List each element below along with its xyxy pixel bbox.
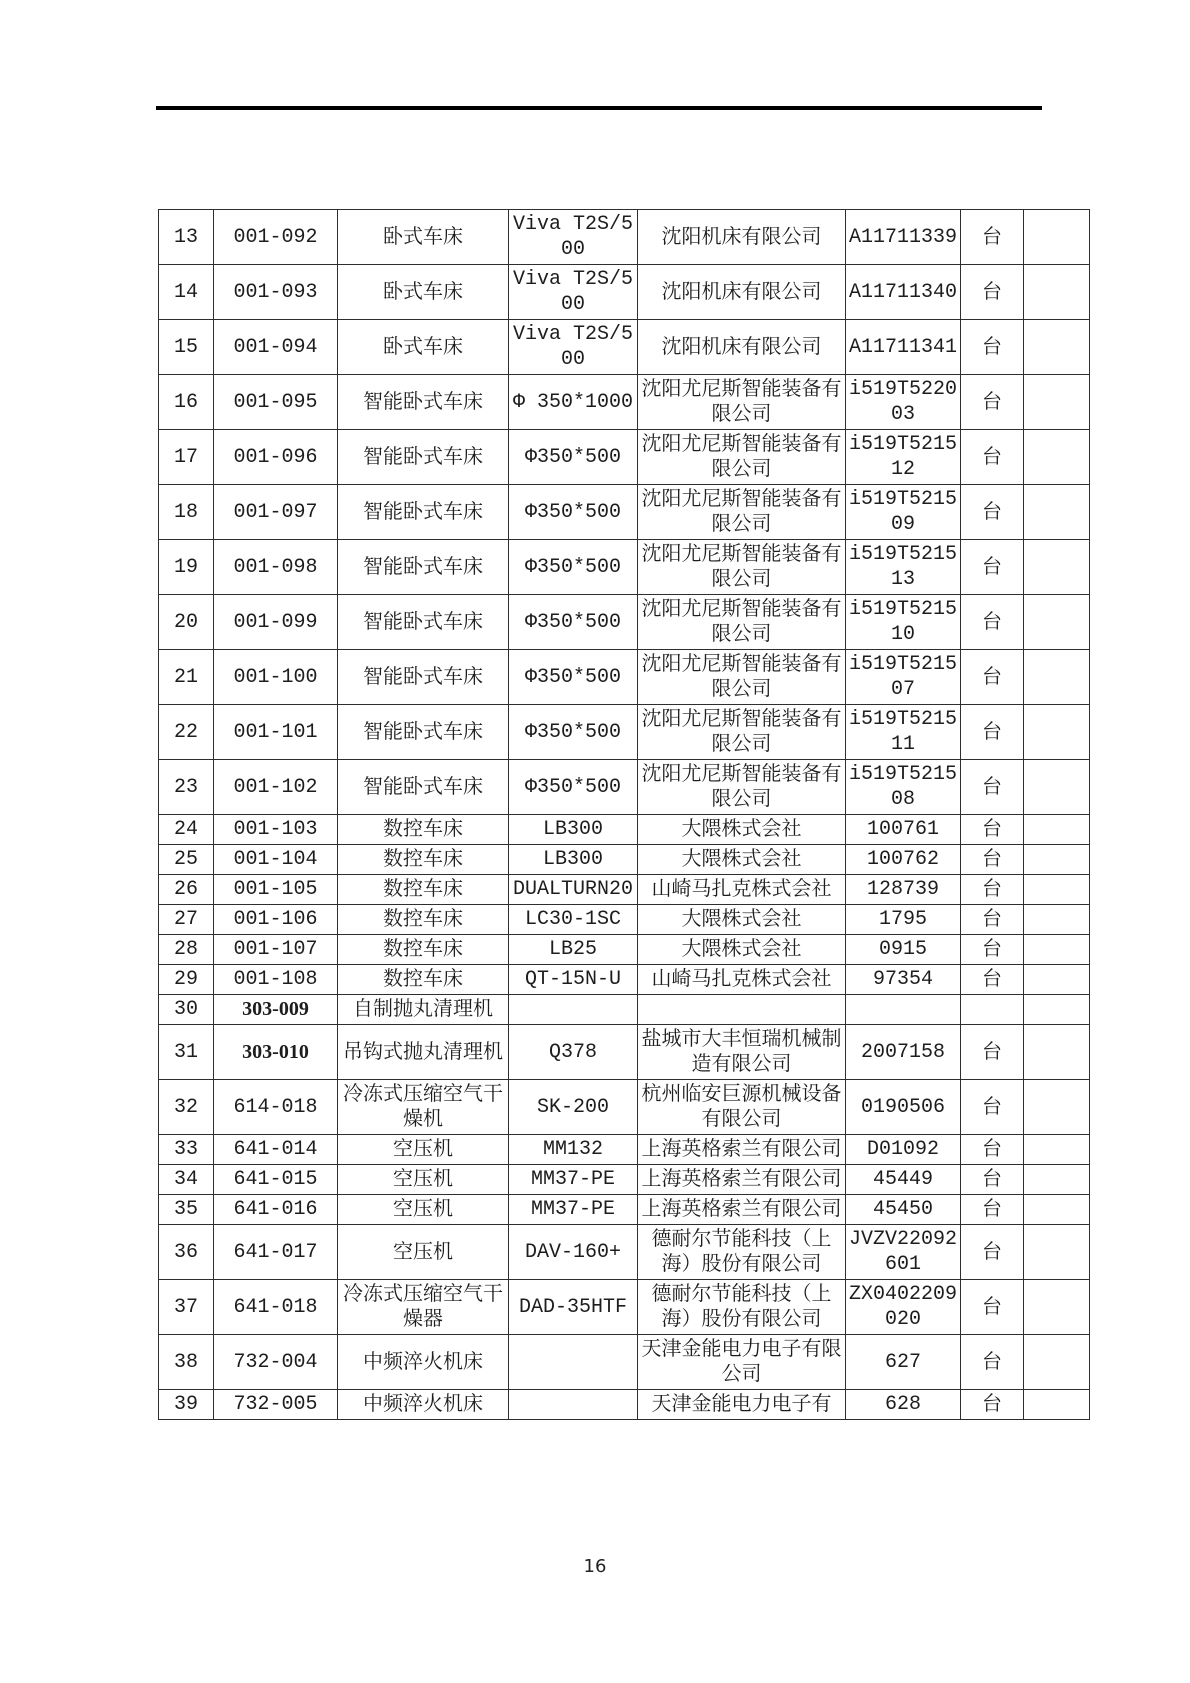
cell-remark: [1024, 705, 1090, 760]
cell-unit: 台: [961, 375, 1024, 430]
cell-remark: [1024, 1025, 1090, 1080]
cell-model: MM132: [509, 1135, 638, 1165]
cell-seq: 23: [159, 760, 214, 815]
page-number: 16: [583, 1556, 607, 1577]
cell-manufacturer: 大隈株式会社: [638, 905, 846, 935]
cell-serial: 45449: [846, 1165, 961, 1195]
cell-remark: [1024, 965, 1090, 995]
cell-seq: 35: [159, 1195, 214, 1225]
cell-unit: 台: [961, 210, 1024, 265]
table-row: [159, 1135, 1090, 1165]
table-row: [159, 320, 1090, 375]
table-row: [159, 1225, 1090, 1280]
cell-name: 冷冻式压缩空气干燥器: [338, 1280, 509, 1335]
cell-unit: [961, 995, 1024, 1025]
cell-code: 001-100: [214, 650, 338, 705]
cell-remark: [1024, 935, 1090, 965]
table-row: [159, 1280, 1090, 1335]
cell-name: 吊钩式抛丸清理机: [338, 1025, 509, 1080]
cell-seq: 36: [159, 1225, 214, 1280]
cell-serial: ZX0402209020: [846, 1280, 961, 1335]
cell-seq: 18: [159, 485, 214, 540]
cell-serial: i519T521509: [846, 485, 961, 540]
table-row: [159, 705, 1090, 760]
cell-manufacturer: 德耐尔节能科技（上海）股份有限公司: [638, 1280, 846, 1335]
cell-unit: 台: [961, 595, 1024, 650]
cell-model: LB300: [509, 815, 638, 845]
cell-seq: 13: [159, 210, 214, 265]
cell-serial: 0915: [846, 935, 961, 965]
cell-seq: 27: [159, 905, 214, 935]
table-row: [159, 265, 1090, 320]
cell-name: 智能卧式车床: [338, 430, 509, 485]
cell-name: 中频淬火机床: [338, 1390, 509, 1420]
cell-seq: 30: [159, 995, 214, 1025]
cell-remark: [1024, 1195, 1090, 1225]
cell-manufacturer: 天津金能电力电子有限公司: [638, 1335, 846, 1390]
table-row: [159, 965, 1090, 995]
cell-name: 智能卧式车床: [338, 485, 509, 540]
cell-serial: D01092: [846, 1135, 961, 1165]
cell-serial: A11711341: [846, 320, 961, 375]
cell-remark: [1024, 845, 1090, 875]
cell-manufacturer: 沈阳机床有限公司: [638, 210, 846, 265]
table-row: [159, 485, 1090, 540]
cell-seq: 39: [159, 1390, 214, 1420]
cell-manufacturer: 杭州临安巨源机械设备有限公司: [638, 1080, 846, 1135]
table-row: [159, 1195, 1090, 1225]
table-row: [159, 995, 1090, 1025]
cell-seq: 29: [159, 965, 214, 995]
cell-manufacturer: 大隈株式会社: [638, 845, 846, 875]
cell-model: Φ350*500: [509, 760, 638, 815]
cell-manufacturer: 德耐尔节能科技（上海）股份有限公司: [638, 1225, 846, 1280]
table-row: [159, 1025, 1090, 1080]
cell-unit: 台: [961, 485, 1024, 540]
cell-unit: 台: [961, 1080, 1024, 1135]
cell-code: 732-004: [214, 1335, 338, 1390]
cell-serial: 2007158: [846, 1025, 961, 1080]
cell-name: 中频淬火机床: [338, 1335, 509, 1390]
cell-unit: 台: [961, 320, 1024, 375]
cell-serial: 100762: [846, 845, 961, 875]
cell-seq: 14: [159, 265, 214, 320]
cell-name: 数控车床: [338, 965, 509, 995]
cell-unit: 台: [961, 760, 1024, 815]
cell-code: 303-010: [214, 1025, 338, 1080]
cell-model: Φ350*500: [509, 650, 638, 705]
cell-code: 001-103: [214, 815, 338, 845]
cell-code: 001-102: [214, 760, 338, 815]
table-row: [159, 1165, 1090, 1195]
cell-unit: 台: [961, 1135, 1024, 1165]
cell-remark: [1024, 760, 1090, 815]
equipment-table-body: [159, 210, 1090, 1420]
cell-seq: 37: [159, 1280, 214, 1335]
cell-name: 智能卧式车床: [338, 650, 509, 705]
cell-remark: [1024, 540, 1090, 595]
cell-name: 数控车床: [338, 845, 509, 875]
cell-remark: [1024, 875, 1090, 905]
cell-unit: 台: [961, 1390, 1024, 1420]
cell-name: 智能卧式车床: [338, 375, 509, 430]
table-row: [159, 760, 1090, 815]
cell-model: Viva T2S/500: [509, 320, 638, 375]
cell-manufacturer: 沈阳尤尼斯智能装备有限公司: [638, 705, 846, 760]
equipment-table: [158, 209, 1090, 1420]
cell-serial: 45450: [846, 1195, 961, 1225]
cell-code: 001-094: [214, 320, 338, 375]
cell-serial: i519T521508: [846, 760, 961, 815]
cell-seq: 17: [159, 430, 214, 485]
cell-serial: i519T521513: [846, 540, 961, 595]
cell-seq: 15: [159, 320, 214, 375]
cell-unit: 台: [961, 650, 1024, 705]
cell-serial: i519T521510: [846, 595, 961, 650]
cell-remark: [1024, 1165, 1090, 1195]
cell-model: [509, 1390, 638, 1420]
cell-model: Φ 350*1000: [509, 375, 638, 430]
cell-manufacturer: 沈阳尤尼斯智能装备有限公司: [638, 375, 846, 430]
cell-unit: 台: [961, 705, 1024, 760]
cell-serial: 0190506: [846, 1080, 961, 1135]
table-row: [159, 1390, 1090, 1420]
cell-remark: [1024, 905, 1090, 935]
cell-remark: [1024, 430, 1090, 485]
cell-model: LC30-1SC: [509, 905, 638, 935]
cell-seq: 32: [159, 1080, 214, 1135]
cell-seq: 21: [159, 650, 214, 705]
cell-seq: 16: [159, 375, 214, 430]
cell-name: 数控车床: [338, 905, 509, 935]
cell-remark: [1024, 1280, 1090, 1335]
cell-seq: 25: [159, 845, 214, 875]
cell-manufacturer: 大隈株式会社: [638, 815, 846, 845]
cell-code: 001-104: [214, 845, 338, 875]
table-row: [159, 595, 1090, 650]
cell-remark: [1024, 1335, 1090, 1390]
cell-manufacturer: 沈阳尤尼斯智能装备有限公司: [638, 760, 846, 815]
table-row: [159, 905, 1090, 935]
table-row: [159, 875, 1090, 905]
cell-code: 001-108: [214, 965, 338, 995]
cell-code: 303-009: [214, 995, 338, 1025]
cell-serial: 128739: [846, 875, 961, 905]
cell-model: [509, 1335, 638, 1390]
cell-seq: 24: [159, 815, 214, 845]
cell-remark: [1024, 1135, 1090, 1165]
table-row: [159, 650, 1090, 705]
cell-remark: [1024, 1080, 1090, 1135]
cell-model: LB25: [509, 935, 638, 965]
cell-model: SK-200: [509, 1080, 638, 1135]
cell-code: 001-096: [214, 430, 338, 485]
cell-code: 641-016: [214, 1195, 338, 1225]
cell-serial: i519T521512: [846, 430, 961, 485]
cell-unit: 台: [961, 845, 1024, 875]
cell-manufacturer: 沈阳尤尼斯智能装备有限公司: [638, 540, 846, 595]
cell-code: 001-107: [214, 935, 338, 965]
cell-name: 自制抛丸清理机: [338, 995, 509, 1025]
cell-code: 001-095: [214, 375, 338, 430]
cell-manufacturer: 沈阳机床有限公司: [638, 265, 846, 320]
cell-seq: 22: [159, 705, 214, 760]
cell-seq: 19: [159, 540, 214, 595]
cell-manufacturer: 大隈株式会社: [638, 935, 846, 965]
cell-manufacturer: 上海英格索兰有限公司: [638, 1165, 846, 1195]
cell-manufacturer: 上海英格索兰有限公司: [638, 1135, 846, 1165]
cell-unit: 台: [961, 1025, 1024, 1080]
table-row: [159, 1335, 1090, 1390]
cell-name: 卧式车床: [338, 320, 509, 375]
table-row: [159, 375, 1090, 430]
cell-seq: 38: [159, 1335, 214, 1390]
cell-unit: 台: [961, 430, 1024, 485]
cell-name: 空压机: [338, 1165, 509, 1195]
cell-code: 001-101: [214, 705, 338, 760]
cell-model: Φ350*500: [509, 430, 638, 485]
cell-model: Viva T2S/500: [509, 210, 638, 265]
cell-name: 冷冻式压缩空气干燥机: [338, 1080, 509, 1135]
cell-unit: 台: [961, 815, 1024, 845]
cell-unit: 台: [961, 935, 1024, 965]
cell-name: 智能卧式车床: [338, 760, 509, 815]
cell-manufacturer: 山崎马扎克株式会社: [638, 875, 846, 905]
cell-code: 614-018: [214, 1080, 338, 1135]
cell-model: MM37-PE: [509, 1165, 638, 1195]
cell-name: 空压机: [338, 1195, 509, 1225]
cell-manufacturer: 沈阳尤尼斯智能装备有限公司: [638, 485, 846, 540]
cell-code: 732-005: [214, 1390, 338, 1420]
cell-serial: [846, 995, 961, 1025]
cell-seq: 33: [159, 1135, 214, 1165]
cell-serial: 1795: [846, 905, 961, 935]
cell-name: 卧式车床: [338, 210, 509, 265]
cell-code: 001-097: [214, 485, 338, 540]
cell-name: 数控车床: [338, 875, 509, 905]
cell-model: DAV-160+: [509, 1225, 638, 1280]
cell-model: Φ350*500: [509, 705, 638, 760]
cell-seq: 26: [159, 875, 214, 905]
cell-remark: [1024, 1225, 1090, 1280]
cell-unit: 台: [961, 1335, 1024, 1390]
cell-unit: 台: [961, 875, 1024, 905]
cell-remark: [1024, 375, 1090, 430]
table-row: [159, 1080, 1090, 1135]
cell-code: 641-014: [214, 1135, 338, 1165]
cell-code: 001-098: [214, 540, 338, 595]
cell-serial: A11711339: [846, 210, 961, 265]
cell-model: Q378: [509, 1025, 638, 1080]
cell-name: 数控车床: [338, 935, 509, 965]
table-row: [159, 430, 1090, 485]
cell-name: 数控车床: [338, 815, 509, 845]
cell-serial: i519T522003: [846, 375, 961, 430]
cell-model: Φ350*500: [509, 595, 638, 650]
cell-manufacturer: 沈阳尤尼斯智能装备有限公司: [638, 430, 846, 485]
cell-model: Φ350*500: [509, 485, 638, 540]
cell-manufacturer: 沈阳尤尼斯智能装备有限公司: [638, 650, 846, 705]
cell-seq: 34: [159, 1165, 214, 1195]
cell-serial: JVZV22092601: [846, 1225, 961, 1280]
cell-model: LB300: [509, 845, 638, 875]
cell-name: 智能卧式车床: [338, 595, 509, 650]
cell-manufacturer: 沈阳尤尼斯智能装备有限公司: [638, 595, 846, 650]
table-row: [159, 935, 1090, 965]
cell-serial: A11711340: [846, 265, 961, 320]
cell-unit: 台: [961, 1280, 1024, 1335]
table-row: [159, 540, 1090, 595]
cell-remark: [1024, 650, 1090, 705]
cell-name: 空压机: [338, 1135, 509, 1165]
cell-serial: 97354: [846, 965, 961, 995]
header-rule: [156, 106, 1042, 110]
cell-name: 智能卧式车床: [338, 705, 509, 760]
cell-remark: [1024, 210, 1090, 265]
cell-seq: 28: [159, 935, 214, 965]
cell-serial: i519T521511: [846, 705, 961, 760]
cell-unit: 台: [961, 1225, 1024, 1280]
cell-model: [509, 995, 638, 1025]
cell-unit: 台: [961, 540, 1024, 595]
table-row: [159, 210, 1090, 265]
cell-unit: 台: [961, 1165, 1024, 1195]
cell-unit: 台: [961, 265, 1024, 320]
cell-serial: 100761: [846, 815, 961, 845]
cell-name: 智能卧式车床: [338, 540, 509, 595]
cell-remark: [1024, 265, 1090, 320]
cell-remark: [1024, 995, 1090, 1025]
cell-name: 卧式车床: [338, 265, 509, 320]
cell-model: DAD-35HTF: [509, 1280, 638, 1335]
cell-remark: [1024, 485, 1090, 540]
cell-serial: 627: [846, 1335, 961, 1390]
cell-manufacturer: [638, 995, 846, 1025]
cell-seq: 20: [159, 595, 214, 650]
cell-remark: [1024, 320, 1090, 375]
cell-model: DUALTURN20: [509, 875, 638, 905]
cell-remark: [1024, 595, 1090, 650]
cell-unit: 台: [961, 1195, 1024, 1225]
cell-code: 001-105: [214, 875, 338, 905]
table-row: [159, 845, 1090, 875]
cell-manufacturer: 盐城市大丰恒瑞机械制造有限公司: [638, 1025, 846, 1080]
cell-code: 001-106: [214, 905, 338, 935]
cell-model: Φ350*500: [509, 540, 638, 595]
cell-remark: [1024, 1390, 1090, 1420]
cell-serial: i519T521507: [846, 650, 961, 705]
cell-code: 001-093: [214, 265, 338, 320]
cell-manufacturer: 上海英格索兰有限公司: [638, 1195, 846, 1225]
cell-manufacturer: 沈阳机床有限公司: [638, 320, 846, 375]
cell-code: 641-015: [214, 1165, 338, 1195]
table-row: [159, 815, 1090, 845]
cell-code: 641-018: [214, 1280, 338, 1335]
cell-name: 空压机: [338, 1225, 509, 1280]
cell-serial: 628: [846, 1390, 961, 1420]
cell-unit: 台: [961, 905, 1024, 935]
cell-model: Viva T2S/500: [509, 265, 638, 320]
cell-seq: 31: [159, 1025, 214, 1080]
cell-manufacturer: 天津金能电力电子有: [638, 1390, 846, 1420]
cell-code: 641-017: [214, 1225, 338, 1280]
cell-remark: [1024, 815, 1090, 845]
cell-code: 001-092: [214, 210, 338, 265]
cell-model: QT-15N-U: [509, 965, 638, 995]
cell-manufacturer: 山崎马扎克株式会社: [638, 965, 846, 995]
cell-code: 001-099: [214, 595, 338, 650]
cell-unit: 台: [961, 965, 1024, 995]
cell-model: MM37-PE: [509, 1195, 638, 1225]
